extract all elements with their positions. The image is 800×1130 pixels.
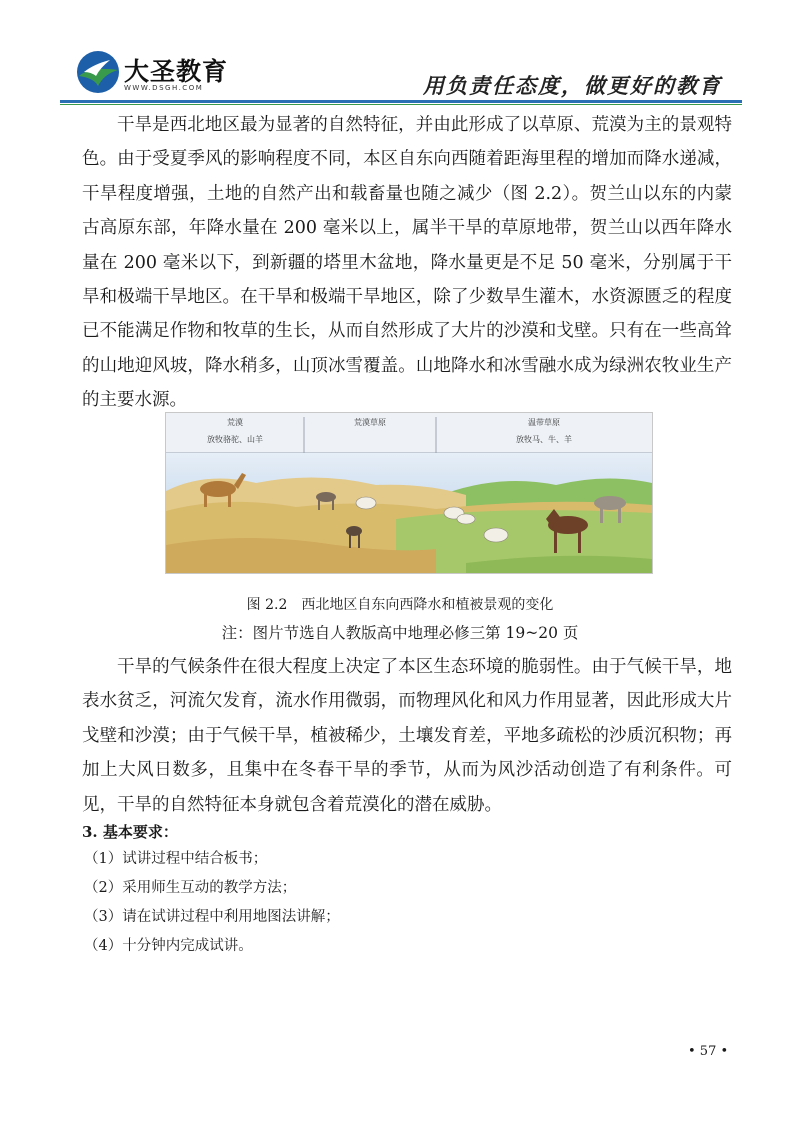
bird-swoosh-logo-icon	[76, 50, 120, 94]
list-item: （2）采用师生互动的教学方法；	[84, 880, 297, 896]
figure-source-note: 注：图片节选自人教版高中地理必修三第 19~20 页	[221, 624, 579, 642]
header-divider-accent	[60, 104, 742, 105]
list-item: （1）试讲过程中结合板书；	[84, 851, 268, 867]
zone-livestock-desert: 放牧骆驼、山羊	[207, 435, 263, 444]
zone-livestock-temperate-steppe: 放牧马、牛、羊	[516, 435, 572, 444]
header-divider	[60, 100, 742, 103]
zone-label-desert-steppe: 荒漠草原	[354, 418, 386, 427]
requirements-heading: 3. 基本要求：	[82, 823, 178, 841]
landscape-figure	[165, 412, 653, 574]
zone-label-desert: 荒漠	[227, 418, 243, 427]
list-item: （3）请在试讲过程中利用地图法讲解；	[84, 909, 340, 925]
page-header	[0, 0, 800, 104]
brand-name: 大圣教育	[124, 57, 229, 86]
header-slogan: 用负责任态度，做更好的教育	[423, 74, 722, 98]
page-number: • 57 •	[688, 1044, 729, 1059]
zone-label-temperate-steppe: 温带草原	[528, 418, 560, 427]
list-item: （4）十分钟内完成试讲。	[84, 938, 253, 954]
requirements-list	[84, 848, 340, 964]
body-paragraph-1: 干旱是西北地区最为显著的自然特征，并由此形成了以草原、荒漠为主的景观特色。由于受夏季风的影响程度不同，本区自东向西随着距海里程的增加而降水递减，干旱程度增强，土地的自然产出和载畜量也随之减少（图 2.2）。贺兰山以东的内蒙古高原东部，年降水量在 200 毫米以上，属半干旱的草原地带，贺兰山以西年降水量在 200 毫米以下，到新疆的塔里木盆地，降水量更是不足 50 毫米，分别属于干旱和极端干旱地区。在干旱和极端干旱地区，除了少数旱生灌木，水资源匮乏的程度已不能满足作物和牧草的生长，从而自然形成了大片的沙漠和戈壁。只有在一些高耸的山地迎风坡，降水稍多，山顶冰雪覆盖。山地降水和冰雪融水成为绿洲农牧业生产的主要水源。	[82, 115, 732, 411]
body-paragraph-2: 干旱的气候条件在很大程度上决定了本区生态环境的脆弱性。由于气候干旱，地表水贫乏，河流欠发育，流水作用微弱，而物理风化和风力作用显著，因此形成大片戈壁和沙漠；由于气候干旱，植被稀少，土壤发育差，平地多疏松的沙质沉积物；再加上大风日数多，且集中在冬春干旱的季节，从而为风沙活动创造了有利条件。可见，干旱的自然特征本身就包含着荒漠化的潜在威胁。	[82, 657, 732, 815]
brand-url: WWW.DSGH.COM	[124, 84, 204, 92]
figure-caption: 图 2.2 西北地区自东向西降水和植被景观的变化	[246, 597, 554, 613]
